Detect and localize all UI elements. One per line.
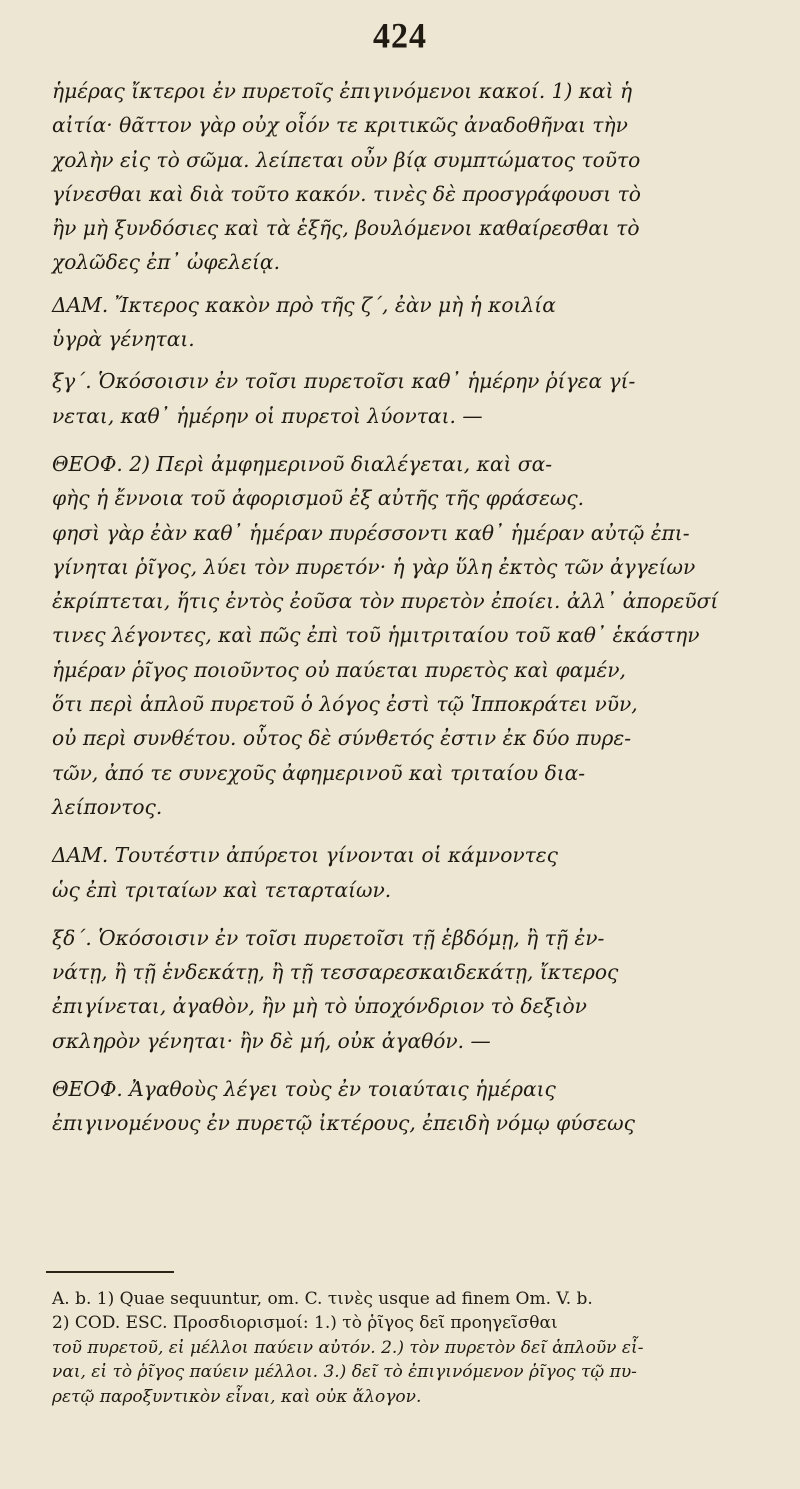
text-line: γίνεσθαι καὶ διὰ τοῦτο κακόν. τινὲς δὲ προσγράφουσι τὸ <box>52 181 641 206</box>
paragraph-4-theoph <box>52 447 752 824</box>
text-line: φὴς ἡ ἔννοια τοῦ ἀφορισμοῦ ἐξ αὐτῆς τῆς φράσεως. <box>52 486 585 511</box>
text-line: ΔΑΜ. Τουτέστιν ἀπύρετοι γίνονται οἱ κάμνοντες <box>52 843 558 868</box>
text-line: ἐκρίπτεται, ἥτις ἐντὸς ἐοῦσα τὸν πυρετὸν ἐποίει. ἀλλ᾽ ἀπορεῦσί <box>52 589 719 614</box>
text-line: γίνηται ῥῖγος, λύει τὸν πυρετόν· ἡ γὰρ ὕλη ἐκτὸς τῶν ἀγγείων <box>52 554 696 579</box>
footnotes <box>52 1287 758 1409</box>
text-line: ξγ´. Ὁκόσοισιν ἐν τοῖσι πυρετοῖσι καθ᾽ ἡμέρην ῥίγεα γί- <box>52 369 636 394</box>
text-line: αἰτία· θᾶττον γὰρ οὐχ οἷόν τε κριτικῶς ἀναδοθῆναι τὴν <box>52 113 628 138</box>
text-line: νεται, καθ᾽ ἡμέρην οἱ πυρετοὶ λύονται. — <box>52 403 483 428</box>
text-line: σκληρὸν γένηται· ἢν δὲ μή, οὐκ ἀγαθόν. — <box>52 1028 491 1053</box>
paragraph-3-aphorism <box>52 364 752 433</box>
text-line: λείποντος. <box>52 794 163 819</box>
text-line: τῶν, ἀπό τε συνεχοῦς ἀφημερινοῦ καὶ τριταίου δια- <box>52 760 586 785</box>
text-line: ὑγρὰ γένηται. <box>52 327 195 352</box>
text-line: οὐ περὶ συνθέτου. οὗτος δὲ σύνθετός ἐστιν ἐκ δύο πυρε- <box>52 726 632 751</box>
text-line: τινες λέγοντες, καὶ πῶς ἐπὶ τοῦ ἡμιτριταίου τοῦ καθ᾽ ἑκάστην <box>52 623 700 648</box>
text-line: ΘΕΟΦ. 2) Περὶ ἀμφημερινοῦ διαλέγεται, καὶ σα- <box>52 451 553 476</box>
footnote-line: ναι, εἰ τὸ ῥῖγος παύειν μέλλοι. 3.) δεῖ τὸ ἐπιγινόμενον ῥῖγος τῷ πυ- <box>52 1362 637 1383</box>
paragraph-1 <box>52 74 752 280</box>
text-line: ἡμέραν ῥῖγος ποιοῦντος οὐ παύεται πυρετὸς καὶ φαμέν, <box>52 657 626 682</box>
text-line: φησὶ γὰρ ἐὰν καθ᾽ ἡμέραν πυρέσσοντι καθ᾽ ἡμέραν αὐτῷ ἐπι- <box>52 520 690 545</box>
text-line: ἐπιγίνεται, ἀγαθὸν, ἢν μὴ τὸ ὑποχόνδριον τὸ δεξιὸν <box>52 994 587 1019</box>
paragraph-7-theoph <box>52 1072 752 1141</box>
footnote-line: τοῦ πυρετοῦ, εἰ μέλλοι παύειν αὐτόν. 2.) τὸν πυρετὸν δεῖ ἁπλοῦν εἶ- <box>52 1337 644 1358</box>
paragraph-6-aphorism <box>52 921 752 1058</box>
text-line: νάτῃ, ἢ τῇ ἑνδεκάτῃ, ἢ τῇ τεσσαρεσκαιδεκάτῃ, ἴκτερος <box>52 960 619 985</box>
main-text <box>52 74 752 1141</box>
paragraph-5-dam <box>52 838 752 907</box>
text-line: ὡς ἐπὶ τριταίων καὶ τεταρταίων. <box>52 877 392 902</box>
paragraph-2-dam <box>52 288 752 357</box>
text-line: ὅτι περὶ ἁπλοῦ πυρετοῦ ὁ λόγος ἐστὶ τῷ Ἱπποκράτει νῦν, <box>52 692 638 717</box>
text-line: ἡμέρας ἴκτεροι ἐν πυρετοῖς ἐπιγινόμενοι κακοί. 1) καὶ ἡ <box>52 79 633 103</box>
text-line: ΘΕΟΦ. Ἀγαθοὺς λέγει τοὺς ἐν τοιαύταις ἡμέραις <box>52 1077 556 1102</box>
text-line: χολὴν εἰς τὸ σῶμα. λείπεται οὖν βίᾳ συμπτώματος τοῦτο <box>52 147 641 172</box>
footnote-line: ρετῷ παροξυντικὸν εἶναι, καὶ οὐκ ἄλογον. <box>52 1386 422 1407</box>
footnote-divider <box>46 1271 174 1273</box>
text-line: χολῶδες ἐπ᾽ ὠφελείᾳ. <box>52 250 280 275</box>
footnote-line: A. b. 1) Quae sequuntur, om. C. τινὲς usque ad finem Om. V. b. <box>52 1289 593 1309</box>
text-line: ξδ´. Ὁκόσοισιν ἐν τοῖσι πυρετοῖσι τῇ ἑβδόμῃ, ἢ τῇ ἐν- <box>52 925 605 950</box>
text-line: ἐπιγινομένους ἐν πυρετῷ ἰκτέρους, ἐπειδὴ νόμῳ φύσεως <box>52 1111 635 1136</box>
page-number: 424 <box>373 17 427 56</box>
text-line: ΔΑΜ. Ἴκτερος κακὸν πρὸ τῆς ζ´, ἐὰν μὴ ἡ κοιλία <box>52 292 556 317</box>
text-line: ἢν μὴ ξυνδόσιες καὶ τὰ ἑξῆς, βουλόμενοι καθαίρεσθαι τὸ <box>52 216 640 241</box>
footnote-line: 2) COD. ESC. Προσδιορισμοί: 1.) τὸ ῥῖγος δεῖ προηγεῖσθαι <box>52 1313 558 1334</box>
